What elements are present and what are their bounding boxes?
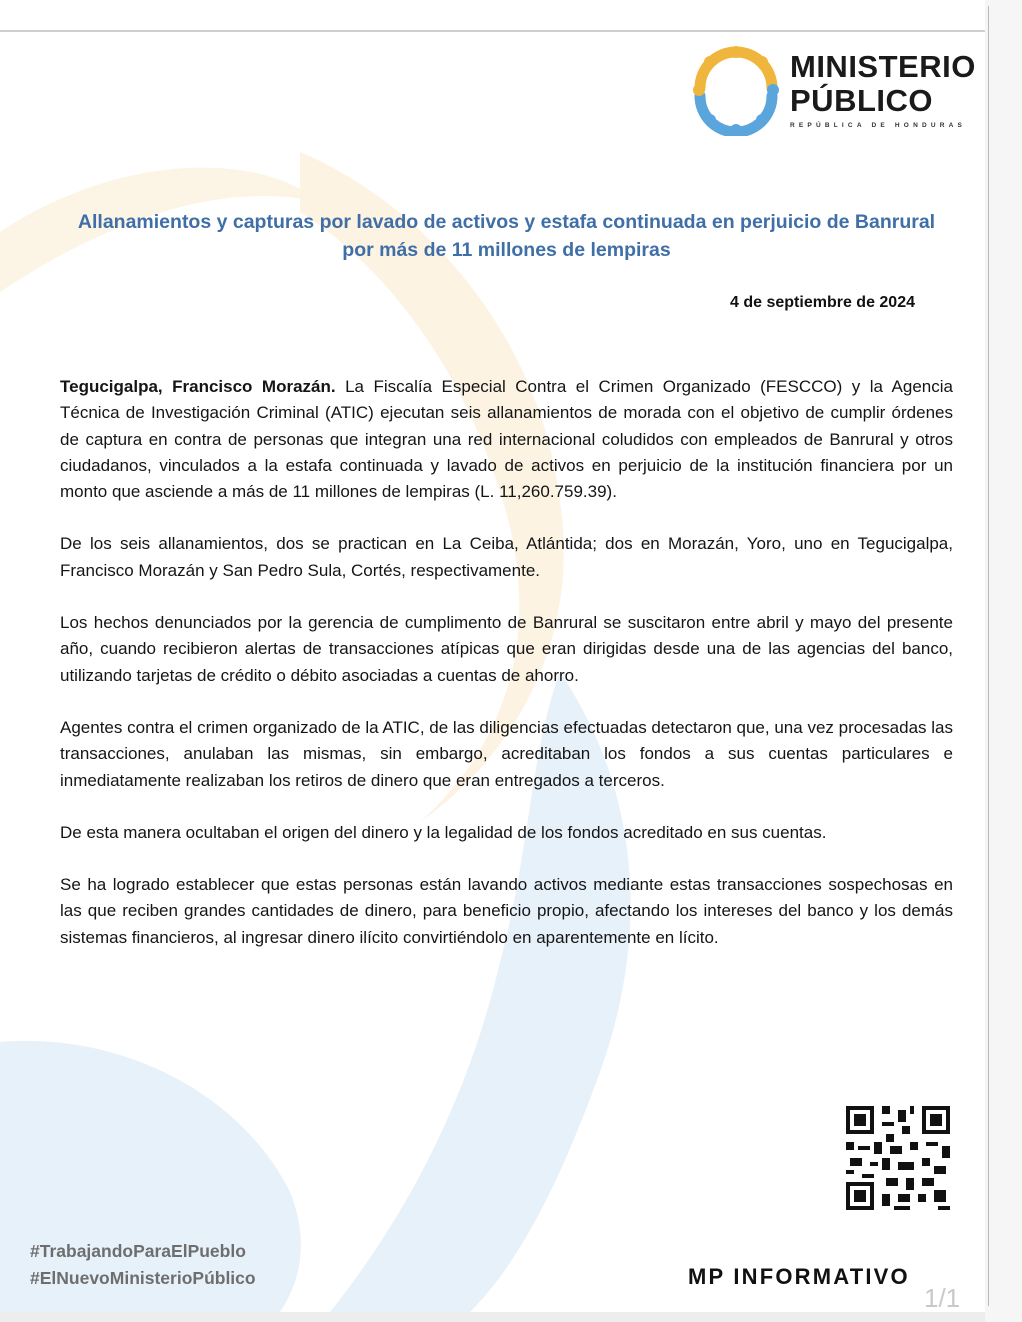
scrollbar-track[interactable] bbox=[988, 6, 989, 1306]
viewer-top-strip bbox=[0, 0, 1022, 30]
mp-informativo-brand: MP INFORMATIVO bbox=[688, 1264, 910, 1289]
viewer-right-gutter bbox=[985, 0, 1022, 1322]
logo-subtitle: REPÚBLICA DE HONDURAS bbox=[790, 122, 967, 129]
paragraph-2: De los seis allanamientos, dos se practican en La Ceiba, Atlántida; dos en Morazán, Yoro, uno en Tegucigalpa, Francisco Morazán y San Pedro Sula, Cortés, respectivamente. bbox=[60, 534, 953, 580]
lead-place: Tegucigalpa, Francisco Morazán. bbox=[60, 377, 336, 396]
page-indicator: 1/1 bbox=[924, 1283, 961, 1312]
logo-emblem-icon bbox=[690, 44, 782, 136]
paragraph-1-text: La Fiscalía Especial Contra el Crimen Organizado (FESCCO) y la Agencia Técnica de Investigación Criminal (ATIC) ejecutan seis allanamientos de morada con el objetivo de cumplir órdenes de captura en contra de personas que integran una red internacional coludidos con empleados de Banrural y otros ciudadanos, vinculados a la estafa continuada y lavado de activos en perjuicio de la institución financiera por un monto que asciende a más de 11 millones de lempiras (L. 11,260.759.39). bbox=[60, 377, 953, 502]
hashtag-trabajando[interactable]: #TrabajandoParaElPueblo bbox=[30, 1241, 246, 1261]
logo-line2: PÚBLICO bbox=[790, 83, 933, 118]
document-page bbox=[0, 30, 985, 1312]
ministerio-publico-logo bbox=[688, 44, 978, 144]
paragraph-4: Agentes contra el crimen organizado de la ATIC, de las diligencias efectuadas detectaron que, una vez procesadas las transacciones, anulaban las mismas, sin embargo, acreditaban los fondos a sus cuentas particulares e inmediatamente realizaban los retiros de dinero que eran entregados a terceros. bbox=[60, 717, 953, 790]
document-title: Allanamientos y capturas por lavado de activos y estafa continuada en perjuicio de Banrural por más de 11 millones de lempiras bbox=[77, 211, 936, 261]
paragraph-5: De esta manera ocultaban el origen del dinero y la legalidad de los fondos acreditado en sus cuentas. bbox=[60, 822, 827, 842]
hashtag-nuevo-ministerio[interactable]: #ElNuevoMinisterioPúblico bbox=[30, 1268, 256, 1288]
logo-line1: MINISTERIO bbox=[790, 49, 976, 84]
paragraph-6: Se ha logrado establecer que estas personas están lavando activos mediante estas transacciones sospechosas en las que reciben grandes cantidades de dinero, para beneficio propio, afectando los intereses del banco y los demás sistemas financieros, al ingresar dinero ilícito convirtiéndolo en aparentemente en lícito. bbox=[60, 875, 953, 947]
paragraph-1 bbox=[60, 374, 953, 505]
paragraph-3: Los hechos denunciados por la gerencia de cumplimento de Banrural se suscitaron entre abril y mayo del presente año, cuando recibieron alertas de transacciones atípicas que eran dirigidas desde una de las agencias del banco, utilizando tarjetas de crédito o débito asociadas a cuentas de ahorro. bbox=[60, 613, 953, 685]
document-date: 4 de septiembre de 2024 bbox=[730, 294, 915, 311]
document-body bbox=[60, 374, 953, 977]
qr-code-icon bbox=[842, 1102, 954, 1214]
